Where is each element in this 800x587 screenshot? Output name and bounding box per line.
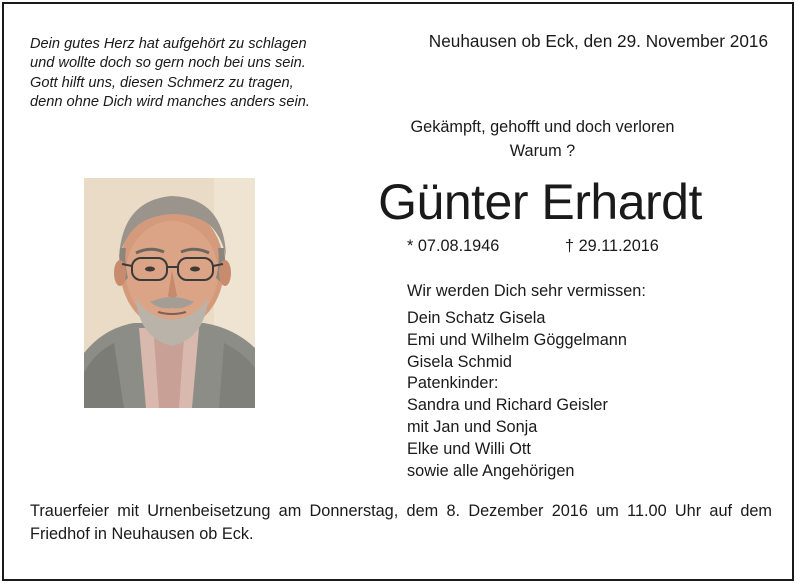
mourner-line: Gisela Schmid (407, 352, 512, 371)
mourner-line: Elke und Willi Ott (407, 439, 531, 458)
motto-line: Warum ? (509, 142, 576, 160)
mourner-line: Sandra und Richard Geisler (407, 396, 608, 415)
birth-date: * 07.08.1946 (407, 237, 500, 255)
mourner-line: Patenkinder: (407, 374, 499, 393)
poem-line: und wolltе doch so gern noch bei uns sein. (30, 55, 306, 72)
mourner-line: sowie alle Angehörigen (407, 461, 575, 480)
death-date: † 29.11.2016 (565, 237, 659, 255)
deceased-name: Günter Erhardt (378, 174, 702, 230)
mourner-line: mit Jan und Sonja (407, 417, 538, 436)
mourners-list (407, 308, 627, 482)
motto (380, 115, 705, 163)
farewell-line: Wir werden Dich sehr vermissen: (407, 282, 646, 300)
poem-line: denn ohne Dich wird manches anders sein. (30, 93, 310, 110)
motto-line: Gekämpft, gehofft und doch verloren (410, 118, 675, 136)
mourner-line: Emi und Wilhelm Göggelmann (407, 330, 627, 349)
mourner-line: Dein Schatz Gisela (407, 309, 546, 327)
memorial-poem (30, 35, 360, 112)
poem-line: Dein gutes Herz hat aufgehört zu schlagen (30, 36, 307, 52)
funeral-announcement: Trauerfeier mit Urnenbeisetzung am Donnerstag, dem 8. Dezember 2016 um 11.00 Uhr auf dem Friedhof in Neuhausen ob Eck. (30, 502, 772, 543)
portrait-photo (84, 178, 255, 408)
poem-line: Gott hilft uns, diesen Schmerz zu tragen, (30, 74, 294, 91)
place-and-date: Neuhausen ob Eck, den 29. November 2016 (428, 31, 768, 51)
